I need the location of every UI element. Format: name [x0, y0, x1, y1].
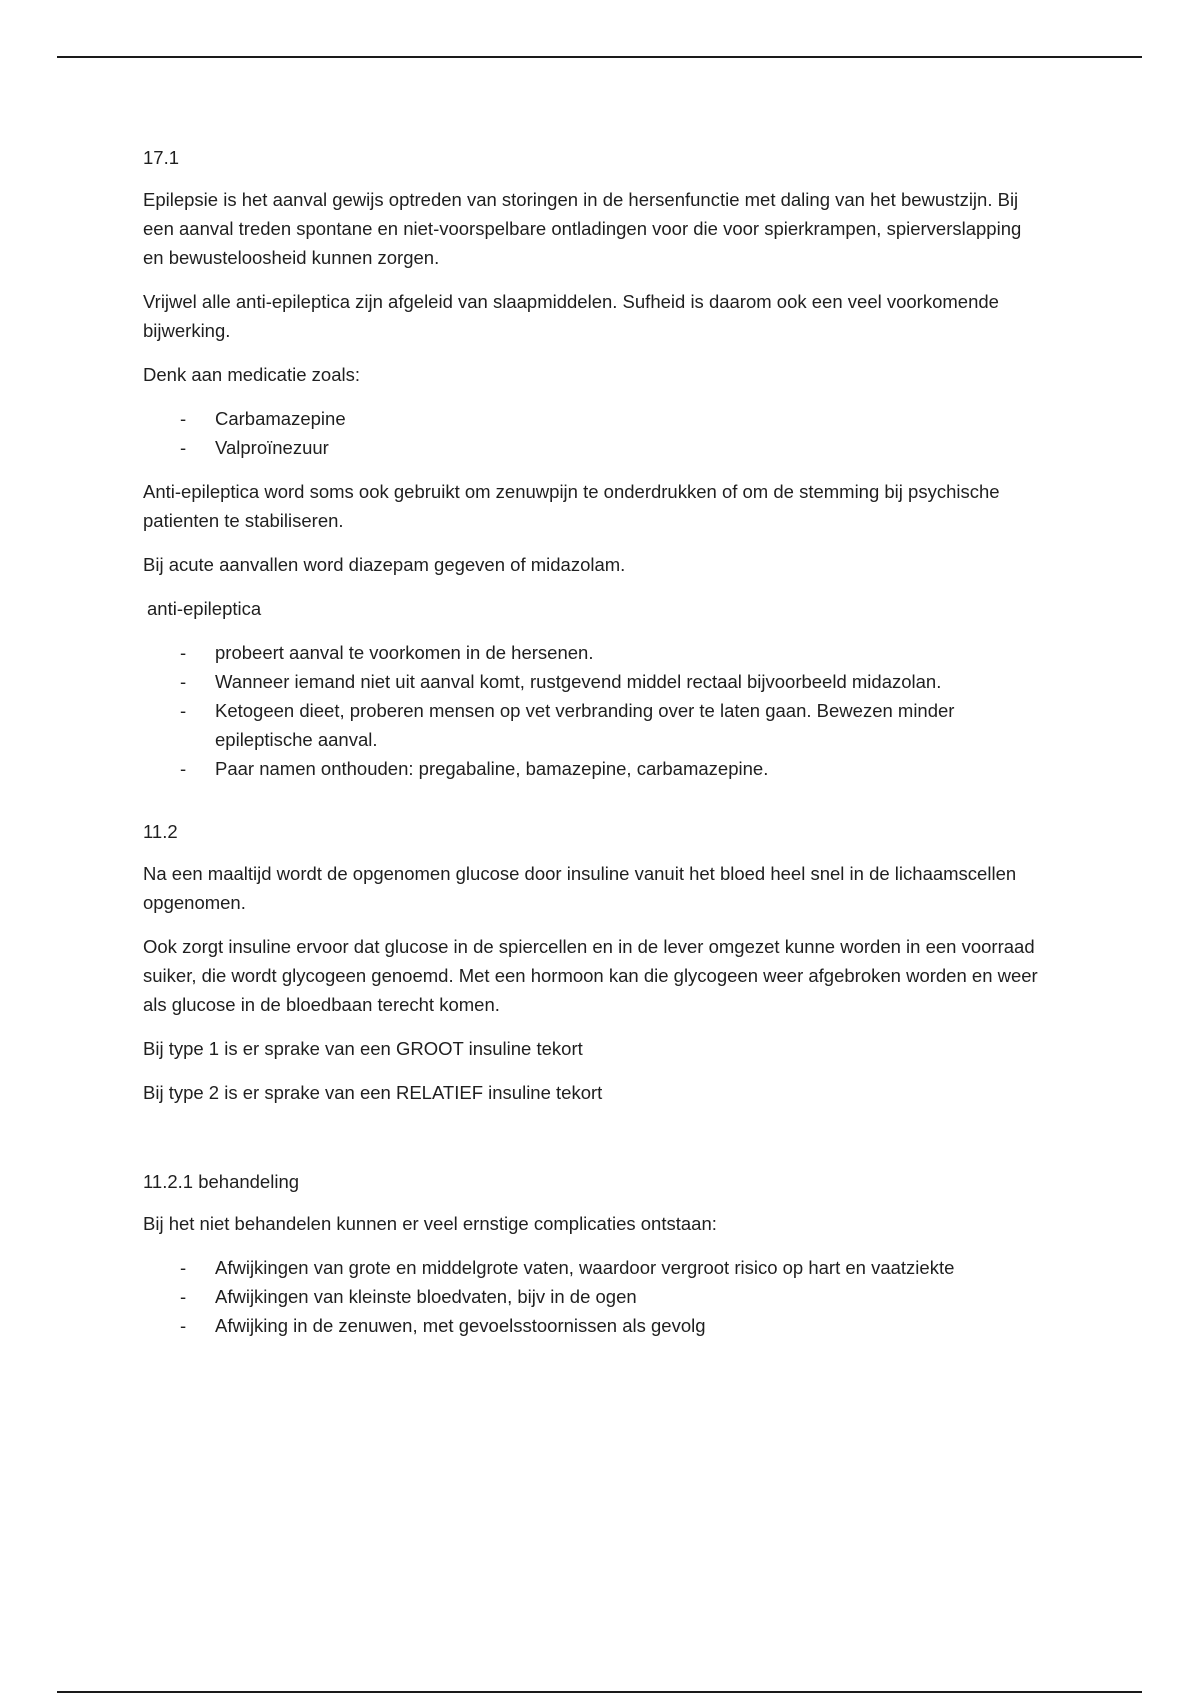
dash-bullet: -: [180, 408, 187, 429]
anti-epileptica-list: [143, 638, 1043, 783]
subheading-anti-epileptica: anti-epileptica: [147, 598, 262, 619]
paragraph: Vrijwel alle anti-epileptica zijn afgeleid van slaapmiddelen. Sufheid is daarom ook een veel voorkomende bijwerking.: [143, 291, 999, 341]
dash-bullet: -: [180, 700, 187, 721]
document-body: [143, 143, 1043, 1355]
dash-bullet: -: [180, 437, 187, 458]
list-item: - Carbamazepine: [143, 404, 1043, 433]
paragraph: Na een maaltijd wordt de opgenomen glucose door insuline vanuit het bloed heel snel in de lichaamscellen opgenomen.: [143, 863, 1017, 913]
footer-rule: [57, 1691, 1142, 1693]
dash-bullet: -: [180, 1257, 187, 1278]
dash-bullet: -: [180, 1286, 187, 1307]
list-item: - Ketogeen dieet, proberen mensen op vet verbranding over te laten gaan. Bewezen minder epileptische aanval.: [143, 696, 1043, 754]
section-heading-11-2: 11.2: [143, 821, 178, 842]
list-item: - Afwijkingen van grote en middelgrote vaten, waardoor vergroot risico op hart en vaatziekte: [143, 1253, 1043, 1282]
complications-list: [143, 1253, 1043, 1340]
list-item: - Wanneer iemand niet uit aanval komt, rustgevend middel rectaal bijvoorbeeld midazolan.: [143, 667, 1043, 696]
section-heading-11-2-1: 11.2.1 behandeling: [143, 1171, 300, 1192]
section-heading-17-1: 17.1: [143, 147, 180, 168]
paragraph: Bij het niet behandelen kunnen er veel ernstige complicaties ontstaan:: [143, 1213, 717, 1234]
paragraph: Anti-epileptica word soms ook gebruikt om zenuwpijn te onderdrukken of om de stemming bij psychische patienten te stabiliseren.: [143, 481, 1000, 531]
paragraph: Bij type 2 is er sprake van een RELATIEF insuline tekort: [143, 1082, 603, 1103]
medication-list: [143, 404, 1043, 462]
paragraph: Denk aan medicatie zoals:: [143, 364, 360, 385]
dash-bullet: -: [180, 758, 187, 779]
dash-bullet: -: [180, 671, 187, 692]
list-item: - probeert aanval te voorkomen in de hersenen.: [143, 638, 1043, 667]
list-item: - Afwijking in de zenuwen, met gevoelsstoornissen als gevolg: [143, 1311, 1043, 1340]
paragraph: Epilepsie is het aanval gewijs optreden van storingen in de hersenfunctie met daling van het bewustzijn. Bij een aanval treden spontane en niet-voorspelbare ontladingen voor die voor spierkrampen, spierverslapping en bewusteloosheid kunnen zorgen.: [143, 189, 1022, 268]
dash-bullet: -: [180, 642, 187, 663]
list-item: - Valproïnezuur: [143, 433, 1043, 462]
list-item: - Paar namen onthouden: pregabaline, bamazepine, carbamazepine.: [143, 754, 1043, 783]
list-item: - Afwijkingen van kleinste bloedvaten, bijv in de ogen: [143, 1282, 1043, 1311]
paragraph: Bij type 1 is er sprake van een GROOT insuline tekort: [143, 1038, 583, 1059]
dash-bullet: -: [180, 1315, 187, 1336]
paragraph: Bij acute aanvallen word diazepam gegeven of midazolam.: [143, 554, 626, 575]
paragraph: Ook zorgt insuline ervoor dat glucose in de spiercellen en in de lever omgezet kunne worden in een voorraad suiker, die wordt glycogeen genoemd. Met een hormoon kan die glycogeen weer afgebroken worden en weer als glucose in de bloedbaan terecht komen.: [143, 936, 1038, 1015]
header-rule: [57, 56, 1142, 58]
